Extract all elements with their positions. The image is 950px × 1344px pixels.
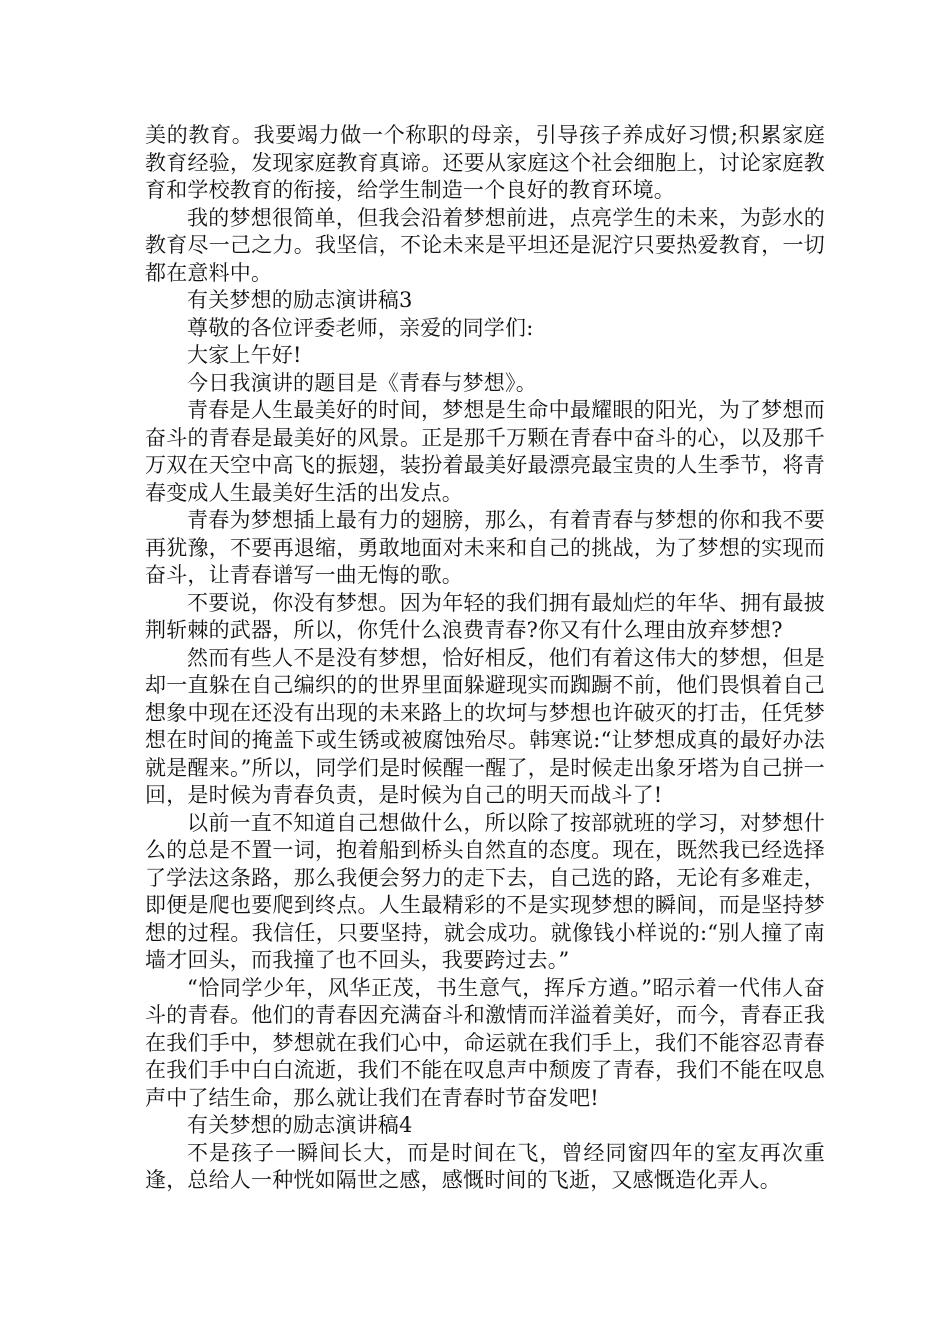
- paragraph: 不是孩子一瞬间长大，而是时间在飞，曾经同窗四年的室友再次重逢，总给人一种恍如隔世之感，感慨时间的飞逝，又感慨造化弄人。: [145, 1140, 825, 1192]
- document-page: [145, 122, 825, 1195]
- paragraph: 青春是人生最美好的时间，梦想是生命中最耀眼的阳光，为了梦想而奋斗的青春是最美好的风景。正是那千万颗在青春中奋斗的心，以及那千万双在天空中高飞的振翅，装扮着最美好最漂亮最宝贵的人生季节，将青春变成人生最美好生活的出发点。: [145, 398, 825, 505]
- paragraph: 我的梦想很简单，但我会沿着梦想前进，点亮学生的未来，为彭水的教育尽一己之力。我坚信，不论未来是平坦还是泥泞只要热爱教育，一切都在意料中。: [145, 205, 825, 285]
- paragraph: 青春为梦想插上最有力的翅膀，那么，有着青春与梦想的你和我不要再犹豫，不要再退缩，勇敢地面对未来和自己的挑战，为了梦想的实现而奋斗，让青春谱写一曲无悔的歌。: [145, 508, 825, 587]
- salutation: 尊敬的各位评委老师，亲爱的同学们:: [187, 315, 534, 340]
- section-heading: 有关梦想的励志演讲稿3: [187, 288, 413, 312]
- paragraph: 不要说，你没有梦想。因为年轻的我们拥有最灿烂的年华、拥有最披荆斩棘的武器，所以，你凭什么浪费青春?你又有什么理由放弃梦想?: [145, 590, 825, 642]
- greeting: 大家上午好!: [187, 343, 302, 367]
- paragraph: “恰同学少年，风华正茂，书生意气，挥斥方遒。”昭示着一代伟人奋斗的青春。他们的青春因充满奋斗和激情而洋溢着美好，而今，青春正我在我们手中，梦想就在我们心中，命运就在我们手上，我们不能容忍青春在我们手中白白流逝，我们不能在叹息声中颓废了青春，我们不能在叹息声中了结生命，那么就让我们在青春时节奋发吧!: [145, 975, 825, 1110]
- paragraph: 美的教育。我要竭力做一个称职的母亲，引导孩子养成好习惯;积累家庭教育经验，发现家庭教育真谛。还要从家庭这个社会细胞上，讨论家庭教育和学校教育的衔接，给学生制造一个良好的教育环境。: [145, 123, 825, 202]
- paragraph: 今日我演讲的题目是《青春与梦想》。: [187, 370, 537, 395]
- paragraph: 然而有些人不是没有梦想，恰好相反，他们有着这伟大的梦想，但是却一直躲在自己编织的的世界里面躲避现实而踟蹰不前，他们畏惧着自己想象中现在还没有出现的未来路上的坎坷与梦想也许破灭的打击，任凭梦想在时间的掩盖下或生锈或被腐蚀殆尽。韩寒说:“让梦想成真的最好办法就是醒来。”所以，同学们是时候醒一醒了，是时候走出象牙塔为自己拼一回，是时候为青春负责，是时候为自己的明天而战斗了!: [145, 645, 825, 807]
- paragraph: 以前一直不知道自己想做什么，所以除了按部就班的学习，对梦想什么的总是不置一词，抱着船到桥头自然直的态度。现在，既然我已经选择了学法这条路，那么我便会努力的走下去，自己选的路，无论有多难走，即便是爬也要爬到终点。人生最精彩的不是实现梦想的瞬间，而是坚持梦想的过程。我信任，只要坚持，就会成功。就像钱小样说的:“别人撞了南墙才回头，而我撞了也不回头，我要跨过去。”: [145, 810, 825, 972]
- section-heading: 有关梦想的励志演讲稿4: [187, 1113, 413, 1137]
